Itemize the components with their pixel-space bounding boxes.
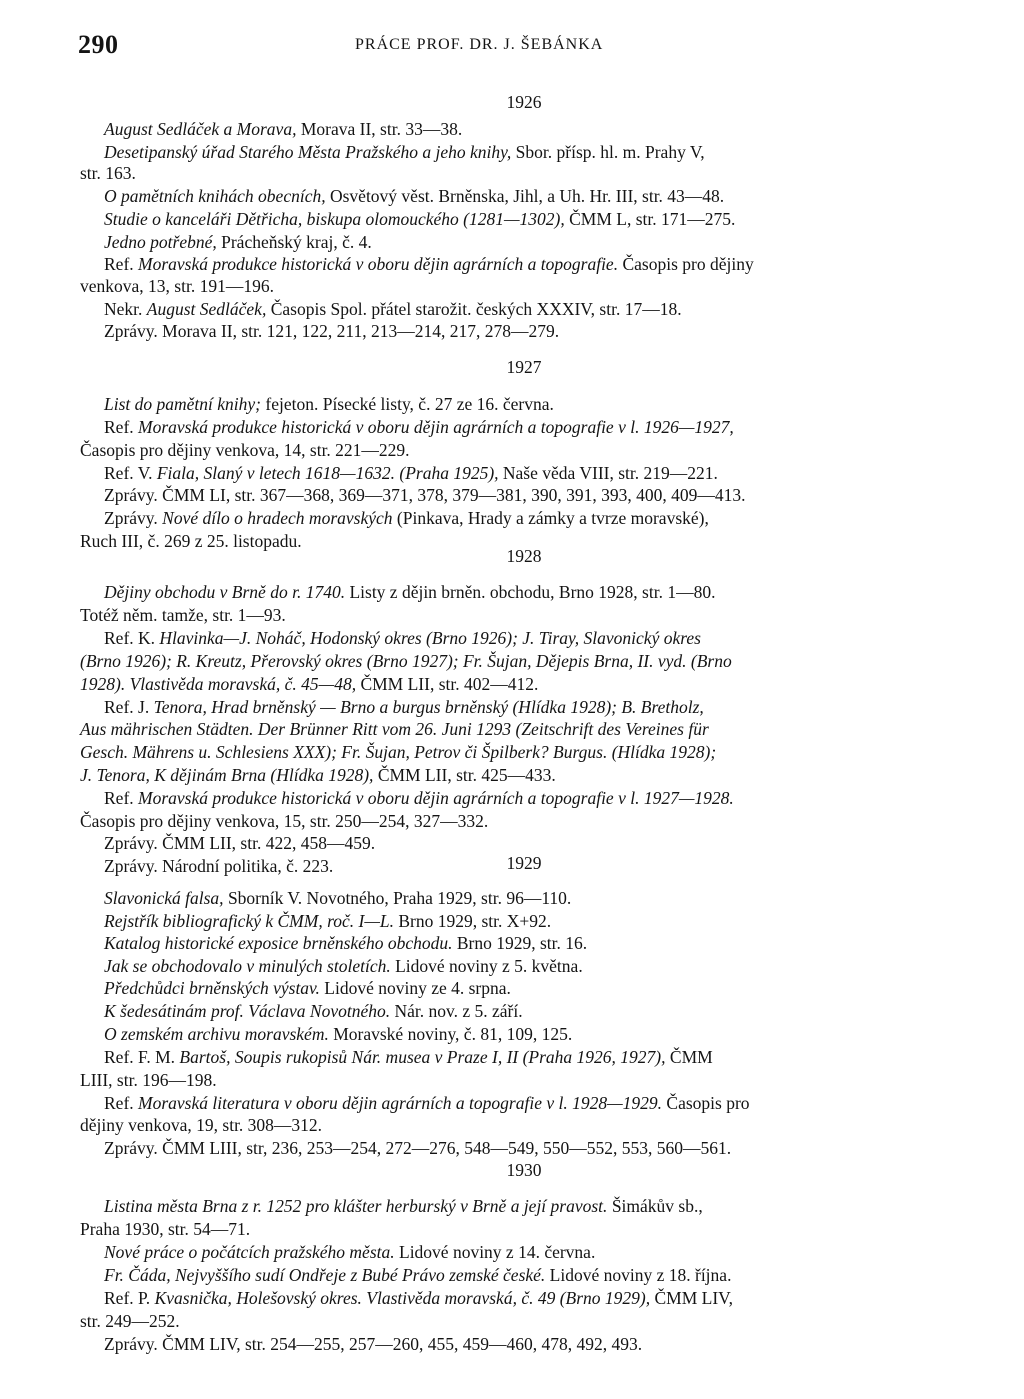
entry-line	[104, 484, 974, 506]
entry-text: Ref.	[104, 788, 139, 808]
italic-title-text: Moravská produkce historická v oboru dějin agrárních a topografie.	[138, 254, 619, 274]
year-heading: 1929	[506, 853, 542, 873]
italic-title-text: Předchůdci brněnských výstav.	[104, 978, 320, 998]
entry-text: Zprávy. Národní politika, č. 223.	[104, 856, 334, 876]
italic-title-text: Nové dílo o hradech moravských	[162, 508, 393, 528]
entry-text: Nár. nov. z 5. září.	[390, 1001, 523, 1021]
entry-line	[104, 1000, 974, 1022]
page-number: 290	[78, 30, 119, 59]
italic-title-text: Studie o kanceláři Dětřicha, biskupa olomouckého (1281—1302),	[104, 209, 565, 229]
entry-text: Lidové noviny z 5. května.	[390, 956, 583, 976]
entry-line	[80, 439, 950, 461]
entry-text: Morava II, str. 33—38.	[296, 119, 463, 139]
entry-line	[80, 810, 950, 832]
entry-line	[80, 1114, 950, 1136]
entry-line	[104, 787, 974, 809]
entry-line	[104, 185, 974, 207]
entry-line	[80, 718, 950, 740]
entry-text: Naše věda VIII, str. 219—221.	[498, 463, 718, 483]
entry-line	[80, 650, 950, 672]
entry-text: Zprávy. ČMM LII, str. 422, 458—459.	[104, 833, 376, 853]
entry-line	[104, 462, 974, 484]
entry-text: Časopis pro dějiny venkova, 15, str. 250—254, 327—332.	[80, 811, 489, 831]
entry-line	[104, 1092, 974, 1114]
entry-line	[104, 253, 974, 275]
entry-text: Lidové noviny z 14. června.	[394, 1242, 596, 1262]
italic-title-text: J. Tenora, K dějinám Brna (Hlídka 1928),	[80, 765, 374, 785]
italic-title-text: Fr. Čáda, Nejvyššího sudí Ondřeje z Bubé Právo zemské české.	[104, 1265, 546, 1285]
year-heading: 1928	[506, 546, 542, 566]
entry-text: venkova, 13, str. 191—196.	[80, 276, 274, 296]
entry-line	[80, 673, 950, 695]
entry-line	[104, 887, 974, 909]
entry-line	[104, 118, 974, 140]
entry-text: Ref.	[104, 417, 139, 437]
entry-text: Praha 1930, str. 54—71.	[80, 1219, 251, 1239]
entry-line	[80, 764, 950, 786]
entry-text: ČMM LIV,	[650, 1288, 733, 1308]
italic-title-text: Bartoš, Soupis rukopisů Nár. musea v Praze I, II (Praha 1926, 1927),	[179, 1047, 666, 1067]
italic-title-text: Katalog historické exposice brněnského obchodu.	[104, 933, 453, 953]
italic-title-text: Nové práce o počátcích pražského města.	[104, 1242, 395, 1262]
entry-text: Časopis pro	[662, 1093, 750, 1113]
entry-line	[80, 1218, 950, 1240]
entry-line	[104, 208, 974, 230]
entry-text: Osvětový věst. Brněnska, Jihl, a Uh. Hr. III, str. 43—48.	[325, 186, 725, 206]
entry-text: Ref.	[104, 254, 139, 274]
italic-title-text: Listina města Brna z r. 1252 pro klášter herburský v Brně a její pravost.	[104, 1196, 608, 1216]
entry-text: Ref. P.	[104, 1288, 155, 1308]
entry-line	[104, 1241, 974, 1263]
entry-text: fejeton. Písecké listy, č. 27 ze 16. června.	[261, 394, 554, 414]
italic-title-text: 1928). Vlastivěda moravská, č. 45—48,	[80, 674, 357, 694]
entry-text: str. 163.	[80, 163, 136, 183]
italic-title-text: Jedno potřebné,	[104, 232, 217, 252]
year-heading: 1927	[506, 357, 542, 377]
entry-line	[80, 275, 950, 297]
entry-line	[104, 416, 974, 438]
entry-text: Sbor. přísp. hl. m. Prahy V,	[511, 142, 705, 162]
entry-line	[104, 932, 974, 954]
entry-line	[104, 955, 974, 977]
entry-text: ČMM LII, str. 425—433.	[373, 765, 556, 785]
entry-line	[104, 1046, 974, 1068]
entry-line	[104, 910, 974, 932]
italic-title-text: Tenora, Hrad brněnský — Brno a burgus brněnský (Hlídka 1928); B. Bretholz,	[153, 697, 704, 717]
entry-text: Zprávy. ČMM LIII, str, 236, 253—254, 272—276, 548—549, 550—552, 553, 560—561.	[104, 1138, 732, 1158]
italic-title-text: K šedesátinám prof. Václava Novotného.	[104, 1001, 391, 1021]
italic-title-text: Slavonická falsa,	[104, 888, 224, 908]
entry-line	[80, 1069, 950, 1091]
entry-line	[80, 741, 950, 763]
entry-text: Moravské noviny, č. 81, 109, 125.	[328, 1024, 573, 1044]
entry-text: (Pinkava, Hrady a zámky a tvrze moravské),	[392, 508, 709, 528]
entry-text: ČMM L, str. 171—275.	[564, 209, 736, 229]
entry-line	[80, 1310, 950, 1332]
entry-text: Totéž něm. tamže, str. 1—93.	[80, 605, 286, 625]
italic-title-text: Fiala, Slaný v letech 1618—1632. (Praha 1925),	[156, 463, 499, 483]
entry-text: Zprávy. Morava II, str. 121, 122, 211, 213—214, 217, 278—279.	[104, 321, 560, 341]
italic-title-text: Kvasnička, Holešovský okres. Vlastivěda moravská, č. 49 (Brno 1929),	[154, 1288, 651, 1308]
entry-line	[104, 1137, 974, 1159]
italic-title-text: (Brno 1926); R. Kreutz, Přerovský okres (Brno 1927); Fr. Šujan, Dějepis Brna, II. vyd. (Brno	[80, 651, 732, 671]
year-heading: 1930	[506, 1160, 542, 1180]
entry-line	[104, 832, 974, 854]
entry-text: Zprávy.	[104, 508, 163, 528]
entry-text: Zprávy. ČMM LI, str. 367—368, 369—371, 378, 379—381, 390, 391, 393, 400, 409—413.	[104, 485, 746, 505]
entry-line	[104, 1195, 974, 1217]
italic-title-text: Rejstřík bibliografický k ČMM, roč. I—L.	[104, 911, 394, 931]
year-heading: 1926	[506, 92, 542, 112]
entry-text: LIII, str. 196—198.	[80, 1070, 217, 1090]
entry-line	[104, 320, 974, 342]
italic-title-text: Hlavinka—J. Noháč, Hodonský okres (Brno 1926); J. Tiray, Slavonický okres	[159, 628, 701, 648]
entry-line	[104, 1333, 974, 1355]
italic-title-text: Jak se obchodovalo v minulých stoletích.	[104, 956, 391, 976]
entry-line	[104, 1264, 974, 1286]
italic-title-text: O zemském archivu moravském.	[104, 1024, 329, 1044]
entry-line	[104, 581, 974, 603]
entry-text: Nekr.	[104, 299, 147, 319]
italic-title-text: Dějiny obchodu v Brně do r. 1740.	[104, 582, 346, 602]
entry-line	[104, 141, 974, 163]
italic-title-text: Moravská produkce historická v oboru dějin agrárních a topografie v l. 1926—1927,	[138, 417, 734, 437]
entry-text: Ref. J.	[104, 697, 154, 717]
entry-line	[104, 393, 974, 415]
italic-title-text: Aus mährischen Städten. Der Brünner Ritt vom 26. Juni 1293 (Zeitschrift des Vereines für	[80, 719, 709, 739]
entry-text: Brno 1929, str. 16.	[452, 933, 588, 953]
entry-text: Ref. F. M.	[104, 1047, 180, 1067]
entry-line	[104, 1023, 974, 1045]
italic-title-text: Moravská produkce historická v oboru dějin agrárních a topografie v l. 1927—1928.	[138, 788, 734, 808]
entry-text: Listy z dějin brněn. obchodu, Brno 1928, str. 1—80.	[345, 582, 716, 602]
entry-text: Brno 1929, str. X+92.	[394, 911, 552, 931]
entry-text: Zprávy. ČMM LIV, str. 254—255, 257—260, 455, 459—460, 478, 492, 493.	[104, 1334, 643, 1354]
italic-title-text: Gesch. Mährens u. Schlesiens XXX); Fr. Šujan, Petrov či Špilberk? Burgus. (Hlídka 1928);	[80, 742, 717, 762]
entry-text: Časopis pro dějiny	[618, 254, 754, 274]
entry-line	[104, 231, 974, 253]
entry-text: Ref.	[104, 1093, 139, 1113]
entry-text: Prácheňský kraj, č. 4.	[216, 232, 372, 252]
entry-text: str. 249—252.	[80, 1311, 180, 1331]
entry-text: Lidové noviny ze 4. srpna.	[319, 978, 511, 998]
italic-title-text: Desetipanský úřad Starého Města Pražského a jeho knihy,	[104, 142, 512, 162]
entry-line	[104, 696, 974, 718]
entry-line	[80, 604, 950, 626]
entry-text: dějiny venkova, 19, str. 308—312.	[80, 1115, 323, 1135]
entry-line	[104, 298, 974, 320]
italic-title-text: Moravská literatura v oboru dějin agrárních a topografie v l. 1928—1929.	[138, 1093, 663, 1113]
entry-text: Ruch III, č. 269 z 25. listopadu.	[80, 531, 302, 551]
italic-title-text: August Sedláček,	[146, 299, 267, 319]
entry-text: Časopis pro dějiny venkova, 14, str. 221—229.	[80, 440, 410, 460]
italic-title-text: O pamětních knihách obecních,	[104, 186, 326, 206]
entry-text: Ref. V.	[104, 463, 157, 483]
entry-line	[104, 507, 974, 529]
entry-text: ČMM	[665, 1047, 713, 1067]
entry-text: Lidové noviny z 18. října.	[545, 1265, 732, 1285]
entry-text: Šimákův sb.,	[607, 1196, 703, 1216]
entry-text: ČMM LII, str. 402—412.	[356, 674, 539, 694]
entry-text: Ref. K.	[104, 628, 160, 648]
entry-line	[104, 627, 974, 649]
italic-title-text: August Sedláček a Morava,	[104, 119, 297, 139]
entry-line	[104, 1287, 974, 1309]
entry-text: Sborník V. Novotného, Praha 1929, str. 96—110.	[223, 888, 572, 908]
entry-text: Časopis Spol. přátel starožit. českých XXXIV, str. 17—18.	[266, 299, 682, 319]
entry-line	[104, 977, 974, 999]
italic-title-text: List do pamětní knihy;	[104, 394, 261, 414]
entry-line	[80, 162, 950, 184]
running-title: PRÁCE PROF. DR. J. ŠEBÁNKA	[355, 36, 604, 53]
